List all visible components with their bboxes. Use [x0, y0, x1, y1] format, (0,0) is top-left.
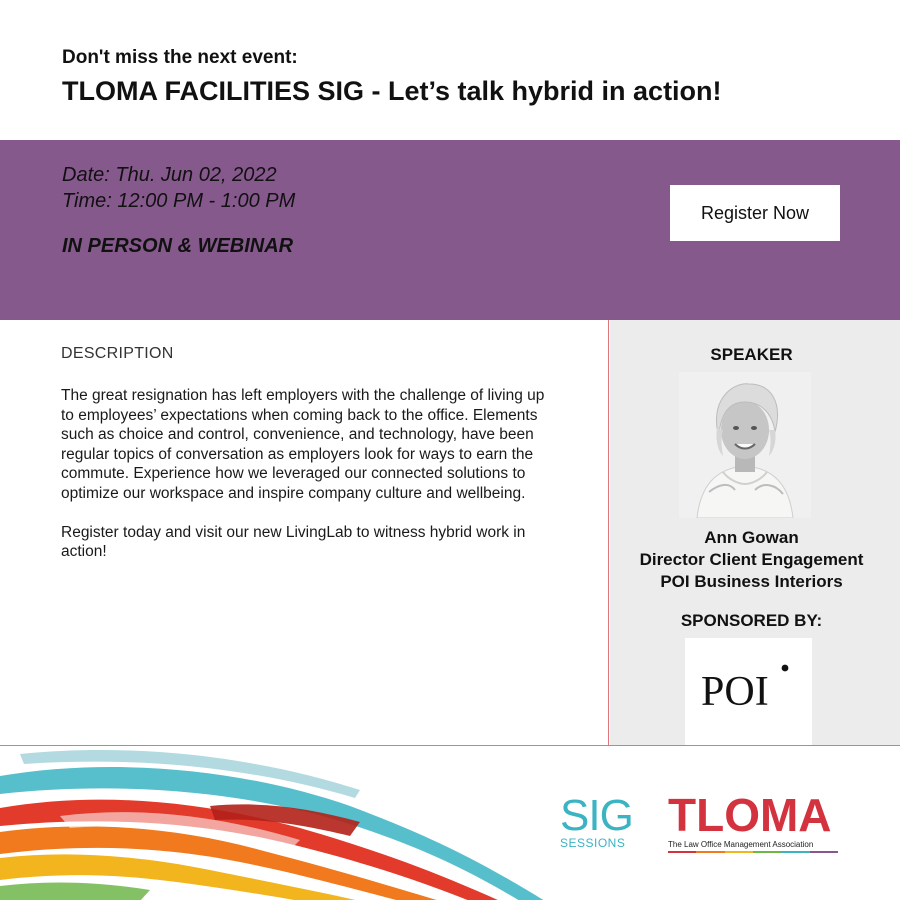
register-now-button[interactable]: Register Now: [670, 185, 840, 241]
description-paragraph: The great resignation has left employers with the challenge of living up to employees’ expectations when coming back to the office. Elements such as choice and control, convenience, and technology, have been regular topics of conversation as employers look for ways to earn the commute. Experience how we leveraged our connected solutions to optimize our workspace and inspire company culture and wellbeing.: [61, 387, 545, 502]
tloma-logo: [668, 789, 843, 853]
event-time: Time: 12:00 PM - 1:00 PM: [62, 190, 296, 212]
poi-logo: [685, 638, 812, 745]
decorative-swoosh-graphic: [0, 746, 560, 900]
event-date: Date: Thu. Jun 02, 2022: [62, 164, 277, 186]
speaker-photo: [679, 372, 811, 518]
poi-logo-text: POI: [701, 669, 769, 715]
description-section: [0, 320, 609, 745]
tloma-color-bar: [668, 851, 838, 853]
description-paragraph: Register today and visit our new LivingLab to witness hybrid work in action!: [61, 523, 526, 560]
sig-logo-main: SIG: [560, 791, 633, 840]
sig-logo-sub: SESSIONS: [560, 836, 626, 850]
event-title: TLOMA FACILITIES SIG - Let’s talk hybrid in action!: [62, 76, 722, 106]
tloma-logo-tagline: The Law Office Management Association: [668, 840, 814, 849]
tloma-logo-main: TLOMA: [668, 789, 832, 841]
speaker-heading: SPEAKER: [710, 345, 793, 364]
description-heading: DESCRIPTION: [61, 345, 174, 362]
speaker-company: POI Business Interiors: [660, 572, 843, 591]
description-body: [61, 386, 546, 581]
sponsored-by-heading: SPONSORED BY:: [680, 611, 823, 630]
speaker-name: Ann Gowan: [704, 528, 799, 547]
event-details-band: [0, 140, 900, 320]
header-kicker: Don't miss the next event:: [62, 47, 298, 68]
event-format: IN PERSON & WEBINAR: [62, 235, 294, 257]
speaker-sidebar: [610, 320, 900, 745]
speaker-role: Director Client Engagement: [639, 550, 864, 569]
event-header: [0, 0, 900, 140]
sig-sessions-logo: [560, 791, 640, 850]
footer: [0, 745, 900, 900]
